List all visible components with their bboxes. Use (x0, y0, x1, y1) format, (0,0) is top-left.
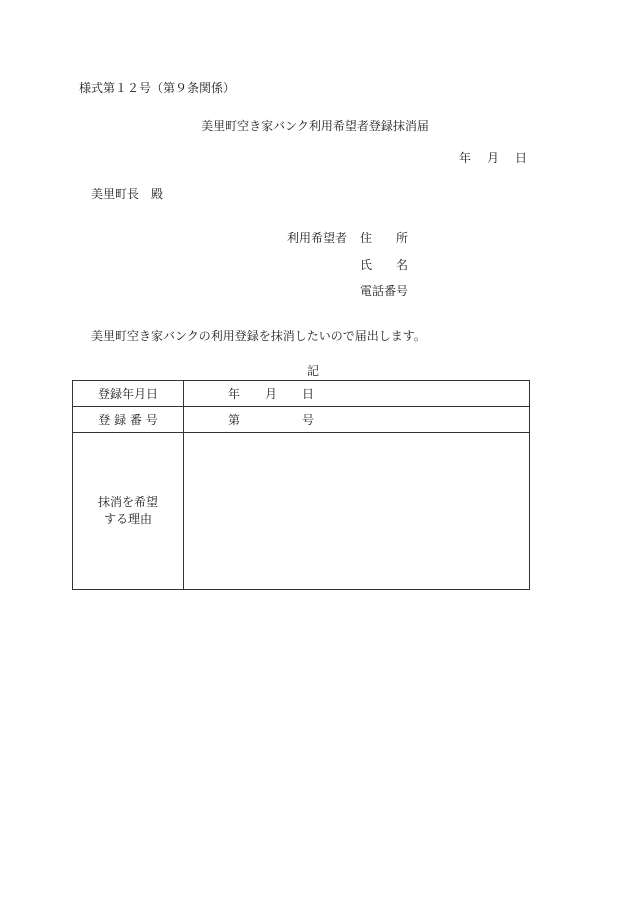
document-title: 美里町空き家バンク利用希望者登録抹消届 (201, 119, 429, 133)
ki-heading: 記 (307, 364, 320, 378)
registration-number-label: 登 録 番 号 (73, 407, 184, 433)
reason-label-line1: 抹消を希望 (97, 494, 158, 509)
reason-field[interactable] (184, 433, 530, 590)
form-number: 様式第１２号（第９条関係） (79, 81, 236, 95)
registration-date-day: 日 (302, 387, 315, 401)
registration-number-field[interactable] (184, 407, 530, 433)
table-row (73, 381, 530, 407)
table-row (73, 433, 530, 590)
address-label: 住 所 (360, 231, 409, 245)
name-label: 氏 名 (360, 258, 409, 272)
phone-label: 電話番号 (360, 284, 409, 298)
registration-date-year: 年 (228, 387, 241, 401)
reason-label-line2: する理由 (103, 512, 152, 526)
record-table (72, 380, 530, 590)
submission-date (459, 152, 527, 164)
registration-number-suffix: 号 (302, 413, 315, 427)
registration-date-field[interactable] (184, 381, 530, 407)
table-row (73, 407, 530, 433)
addressee: 美里町長 殿 (91, 187, 164, 201)
applicant-label: 利用希望者 (287, 231, 348, 245)
registration-date-month: 月 (265, 387, 278, 401)
statement: 美里町空き家バンクの利用登録を抹消したいので届出します。 (91, 329, 426, 343)
registration-number-prefix: 第 (228, 413, 241, 427)
reason-label (73, 433, 184, 590)
date-year: 年 (459, 151, 472, 165)
date-day: 日 (515, 151, 528, 165)
date-month: 月 (487, 151, 500, 165)
registration-date-label: 登録年月日 (73, 381, 184, 407)
